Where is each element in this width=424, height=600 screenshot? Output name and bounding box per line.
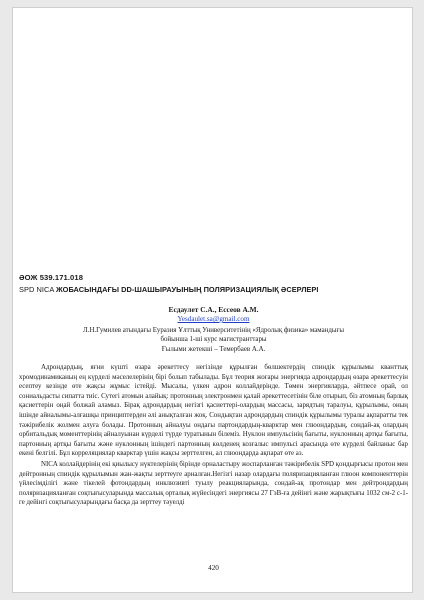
supervisor-line: Ғылыми жетекші – Темербаев А.А. <box>161 346 266 353</box>
paragraph: Адрондардың, яғни күшті өзара әрекеттесу негізінде құрылған бөлшектердің спиндік құрылымы кванттық хромодинамиканың ең күрделі мәселелерінің бірі болып табылады. Бұл теория жоғары энергияда адрондардың өзара әрекеттесуін есептеу кезінде өте жақсы жұмыс істейді. Мысалы, үлкен адрон коллайдерінде. Төмен энергияларда, әйтпесе орай, ол сониальдасты сипатта тиіс. Сутегі атомын алайық: протонның электронмен қалай әрекеттесетінін біле отырып, біз атомның барлық қасиеттерін оңай болжай аламыз. Бірақ адрондардың негізгі қасиеттері-олардың массасы, зарядтың таралуы, құрылымы, оның ішінде айналымы-алғашқы принциптерден әлі анықталған жоқ. Сондықтан адрондардың спиндік құрылымы туралы ақпаратты тек тәжірибелік жолмен алуға болады. Протонның айналуы ондағы партондардың-кварктар мен глюондардың, сондай-ақ олардың орбитальдық моменттерінің айналуынан күрделі түрде туратынын білеміз. Нуклон импульсінің бағыты, нуклонның артқы бағыты, партонның артқы бағыты және нуклонның ішіндегі партонның көлденең козғалыс импульсі арасында өте күрделі байланыс бар екені белгілі. Бұл корреляциялар кварктар үшін жақсы зерттелген, ал глюондарда ақпарат өте аз. <box>19 364 408 458</box>
page-number: 420 <box>208 564 219 572</box>
body-text <box>19 363 408 508</box>
affiliation-line: бойынша 1-ші курс магистранттары <box>160 336 267 343</box>
document-page <box>12 7 413 593</box>
paragraph: NICA коллайдерінің екі қиылысу нүктелерінің бірінде орналастыру жоспарланған тәжірибелік SPD қондырғысы протон мен дейтронның спиндік құрылымын жан-жақты зерттеуге арналған.Негізгі назар олардағы поляризацияланған глюон компоненттерін үйлесімділігі және тікелей фотондардың инклюзивті туылу реакцияларында, сондай-ақ протондар мен дейтрондардың поляризацияланған соқтығысуларында массалық орталық жүйесіндегі энергиясы 27 ГэВ-ға дейінгі және жарықтығы 1032 см-2 с-1-ге дейінгі соқтығысуларындағы басқа да зерттеу тәуелді <box>19 460 408 507</box>
paper-title <box>19 285 411 294</box>
udc-code: ӘОЖ 539.171.018 <box>19 273 84 282</box>
affiliation-line: Л.Н.Гумилев атындағы Еуразия Ұлттық Университетінің «Ядролық физика» мамандығы <box>83 327 344 334</box>
author-email-link[interactable]: Yesdaulet.sa@gmail.com <box>177 315 250 323</box>
title-main: ЖОБАСЫНДАҒЫ DD-ШАШЫРАУЫНЫҢ ПОЛЯРИЗАЦИЯЛЫҚ ӘСЕРЛЕРІ <box>56 285 319 294</box>
title-prefix: SPD NICA <box>19 285 57 294</box>
author-names: Есдаулет С.А., Ессеов А.М. <box>168 305 259 314</box>
